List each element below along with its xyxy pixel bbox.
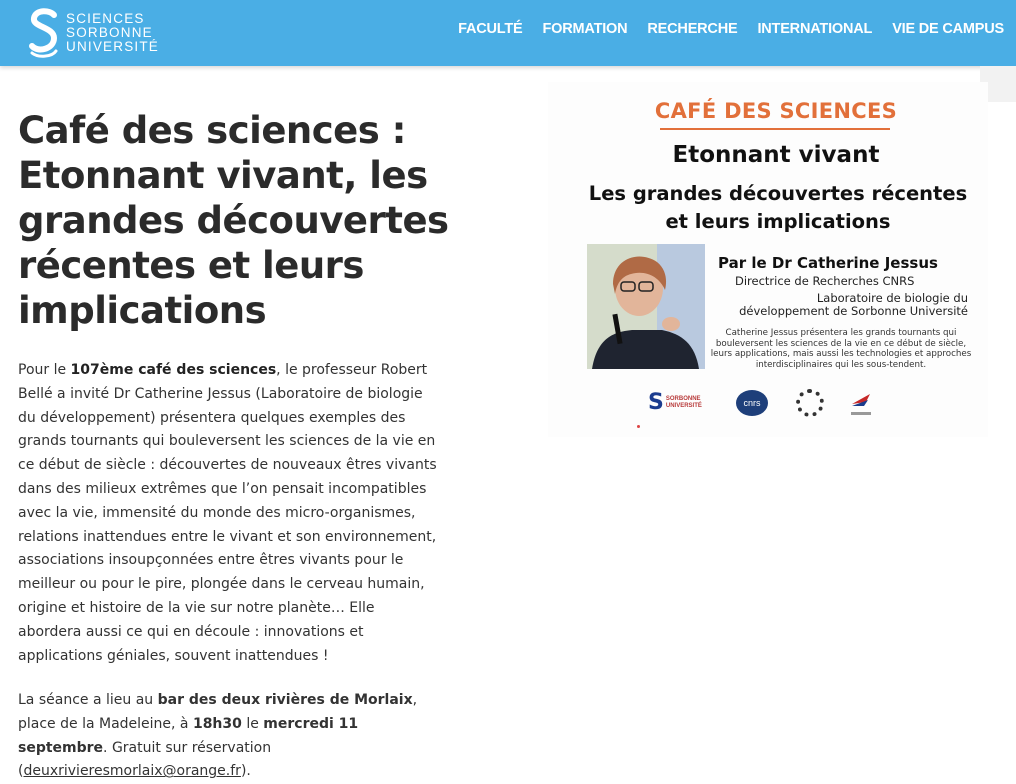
logo-wordmark (66, 12, 159, 54)
p1-text-2: , le professeur Robert Bellé a invité Dr Catherine Jessus (Laboratoire de biologie du développement) présentera quelques exemples des grands tournants qui bouleversent les sciences de la vie en ce début de siècle : découvertes de nouveaux êtres vivants dans des milieux extrêmes que l’on pensait incompatibles avec la vie, immensité du monde des micro-organismes, relations inattendues entre le vivant et son environnement, associations insoupçonnées entre êtres vivants pour le meilleur ou pour le pire, plongée dans le cerveau humain, origine et histoire de la vie sur notre planète… Elle abordera aussi ce qui en découle : innovations et applications géniales, souvent inattendues ! (18, 362, 437, 664)
p2-text-4: . Gratuit sur réservation ( (18, 739, 272, 780)
p2-bold-time: 18h30 (192, 715, 242, 732)
poster-lab-line-2: développement de Sorbonne Université (739, 304, 968, 318)
email-link[interactable]: deuxrivieresmorlaix@orange.fr (23, 763, 241, 780)
article-paragraph-2 (18, 689, 438, 784)
sorbonne-s-logo-icon (28, 7, 60, 59)
cnrs-logo: cnrs (736, 390, 768, 416)
p2-text-1: La séance a lieu au (18, 692, 158, 708)
main-nav (458, 21, 1004, 37)
sorbonne-wordmark (666, 396, 702, 410)
p2-bold-venue: bar des deux rivières de Morlaix (157, 692, 413, 708)
logo-line-1: SCIENCES (66, 11, 145, 26)
speaker-portrait-icon (587, 244, 705, 369)
p2-text-5: ). (240, 763, 251, 780)
sorbonne-universite-logo (648, 392, 702, 414)
p2-text-3: le (241, 715, 264, 732)
nav-recherche[interactable]: RECHERCHE (647, 21, 738, 37)
site-logo[interactable] (28, 5, 159, 61)
poster-description: Catherine Jessus présentera les grands tournants qui bouleversent les sciences de la vie en ce début de siècle, leurs applications, mais aussi les technologies et approches interdisciplinaires qui les sous-tendent. (710, 328, 972, 370)
flag-logo-icon (848, 390, 874, 418)
poster-subtitle-line-2: et leurs implications (665, 210, 891, 233)
ring-logo-icon (796, 389, 824, 417)
poster-subtitle (578, 180, 978, 236)
poster-heading-underline (660, 128, 890, 130)
poster-title: Etonnant vivant (672, 142, 880, 168)
sorbonne-wordmark-line-2: UNIVERSITÉ (665, 403, 702, 409)
nav-faculte[interactable]: FACULTÉ (458, 21, 523, 37)
poster-partner-logos (648, 388, 888, 422)
page-title: Café des sciences : Etonnant vivant, les grandes découvertes récentes et leurs implications (18, 109, 449, 332)
poster-lab (718, 292, 968, 318)
nav-formation[interactable]: FORMATION (542, 21, 628, 37)
poster-heading: CAFÉ DES SCIENCES (654, 99, 898, 123)
p2-bold-date: mercredi 11 septembre (18, 715, 359, 756)
poster-subtitle-line-1: Les grandes découvertes récentes (588, 182, 968, 205)
sorbonne-s-mark: S (648, 390, 664, 415)
poster-dot (637, 425, 640, 428)
p1-text-1: Pour le (18, 362, 71, 378)
p2-text-2: , place de la Madeleine, à (18, 692, 418, 732)
article-paragraph-1 (18, 359, 438, 668)
site-header (0, 0, 1016, 66)
logo-line-3: UNIVERSITÉ (66, 39, 160, 54)
poster-speaker-role: Directrice de Recherches CNRS (735, 274, 915, 288)
p1-bold-1: 107ème café des sciences (70, 362, 277, 378)
logo-line-2: SORBONNE (66, 25, 153, 40)
nav-international[interactable]: INTERNATIONAL (757, 21, 873, 37)
poster-speaker: Par le Dr Catherine Jessus (718, 254, 938, 272)
poster-lab-line-1: Laboratoire de biologie du (816, 291, 968, 305)
event-poster-image (548, 82, 988, 437)
speaker-photo (587, 244, 705, 369)
sorbonne-wordmark-line-1: SORBONNE (665, 396, 701, 402)
nav-vie-de-campus[interactable]: VIE DE CAMPUS (892, 21, 1004, 37)
